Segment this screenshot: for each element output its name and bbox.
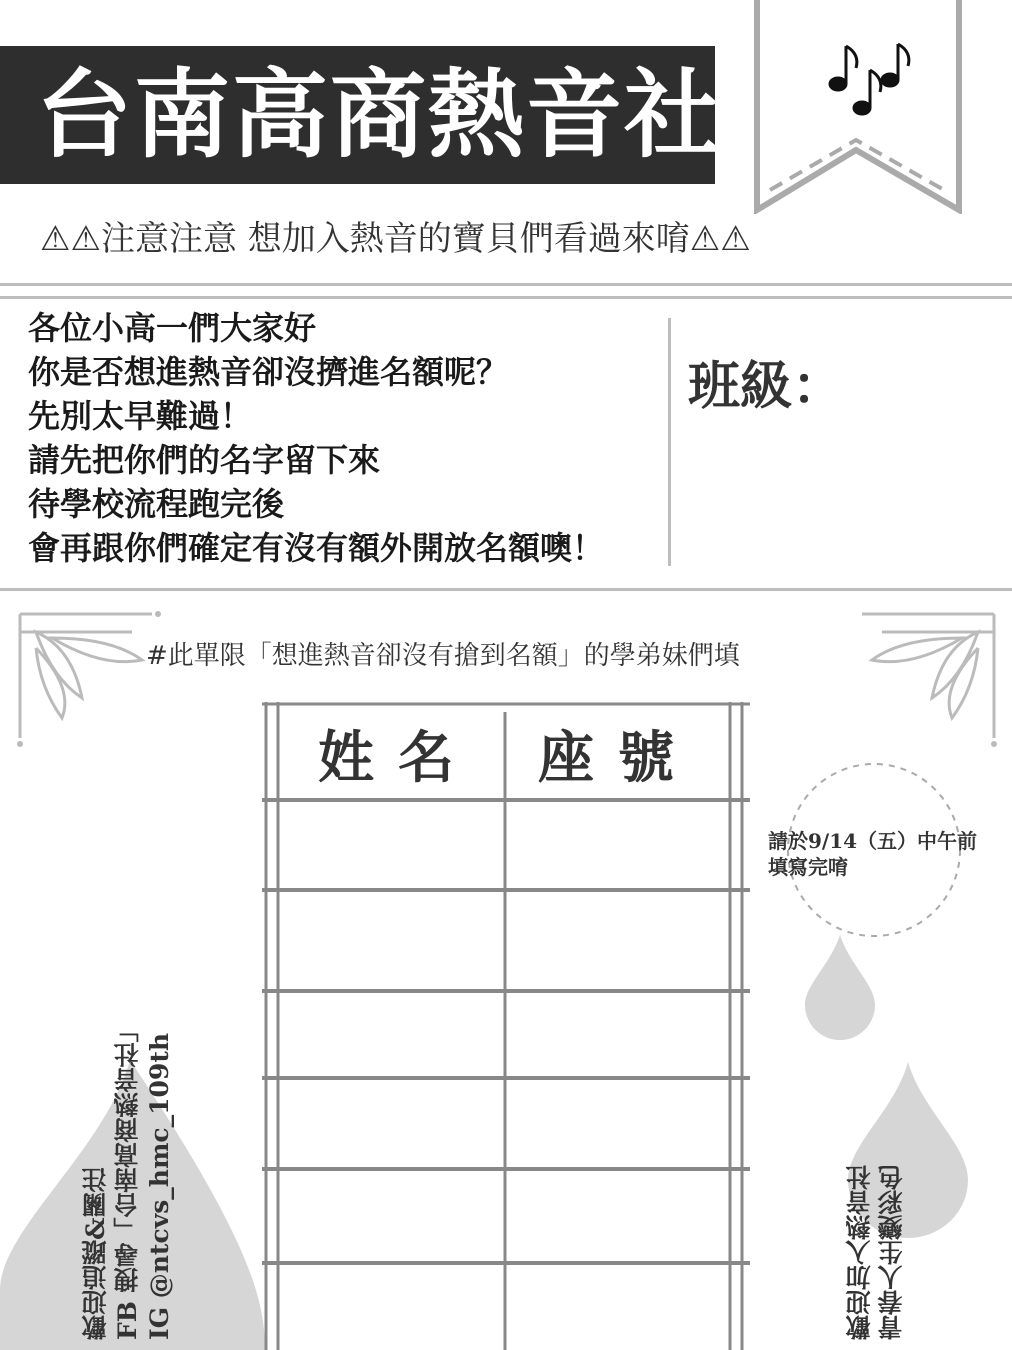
name-column-header: 姓名 — [318, 725, 478, 791]
intro-line: 請先把你們的名字留下來 — [28, 441, 381, 479]
intro-line: 待學校流程跑完後 — [28, 485, 285, 523]
seat-number-column-header: 座號 — [538, 725, 698, 791]
table-row[interactable] — [280, 892, 728, 989]
vertical-divider — [668, 318, 671, 566]
intro-line: 你是否想進熱音卻沒擠進名額呢？ — [28, 353, 509, 391]
table-row[interactable] — [280, 993, 728, 1076]
ig-handle-line: IG @ntcvs_hmc_109th — [145, 1032, 174, 1340]
follow-line: 歡迎追蹤&關注 — [81, 1167, 110, 1340]
page-title: 台南高商熱音社 — [36, 58, 722, 171]
divider — [0, 588, 1012, 591]
follow-info — [80, 1010, 176, 1340]
divider — [0, 283, 1012, 286]
water-drop-icon — [800, 930, 880, 1040]
intro-text — [28, 306, 668, 570]
eligibility-note: #此單限「想進熱音卻沒有搶到名額」的學弟妹們填 — [146, 641, 740, 671]
deadline-line: 請於9/14（五）中午前 — [768, 829, 978, 853]
table-row[interactable] — [280, 1080, 728, 1167]
corner-ornament-left-icon — [12, 608, 162, 748]
music-notes-icon — [826, 40, 918, 120]
intro-line: 會再跟你們確定有沒有額外開放名額噢！ — [28, 529, 605, 567]
signup-table — [262, 702, 750, 1350]
divider — [0, 296, 1012, 299]
intro-line: 先別太早難過！ — [28, 397, 253, 435]
class-label: 班級： — [688, 356, 845, 417]
table-row[interactable] — [280, 802, 728, 888]
deadline-line: 填寫完唷 — [768, 855, 848, 879]
slogan-line: 青春人生變彩色 — [877, 1165, 906, 1340]
subtitle: ⚠⚠注意注意 想加入熱音的寶貝們看過來唷⚠⚠ — [40, 219, 751, 259]
table-row[interactable] — [280, 1265, 728, 1350]
corner-ornament-right-icon — [852, 608, 1002, 748]
deadline-note — [768, 828, 998, 880]
fb-search-line: FB 搜尋「台南高商熱音社」 — [113, 1017, 142, 1340]
welcome-slogan — [844, 1140, 908, 1340]
intro-line: 各位小高一們大家好 — [28, 309, 317, 347]
table-row[interactable] — [280, 1171, 728, 1261]
welcome-line: 歡迎加入熱音社 — [845, 1165, 874, 1340]
